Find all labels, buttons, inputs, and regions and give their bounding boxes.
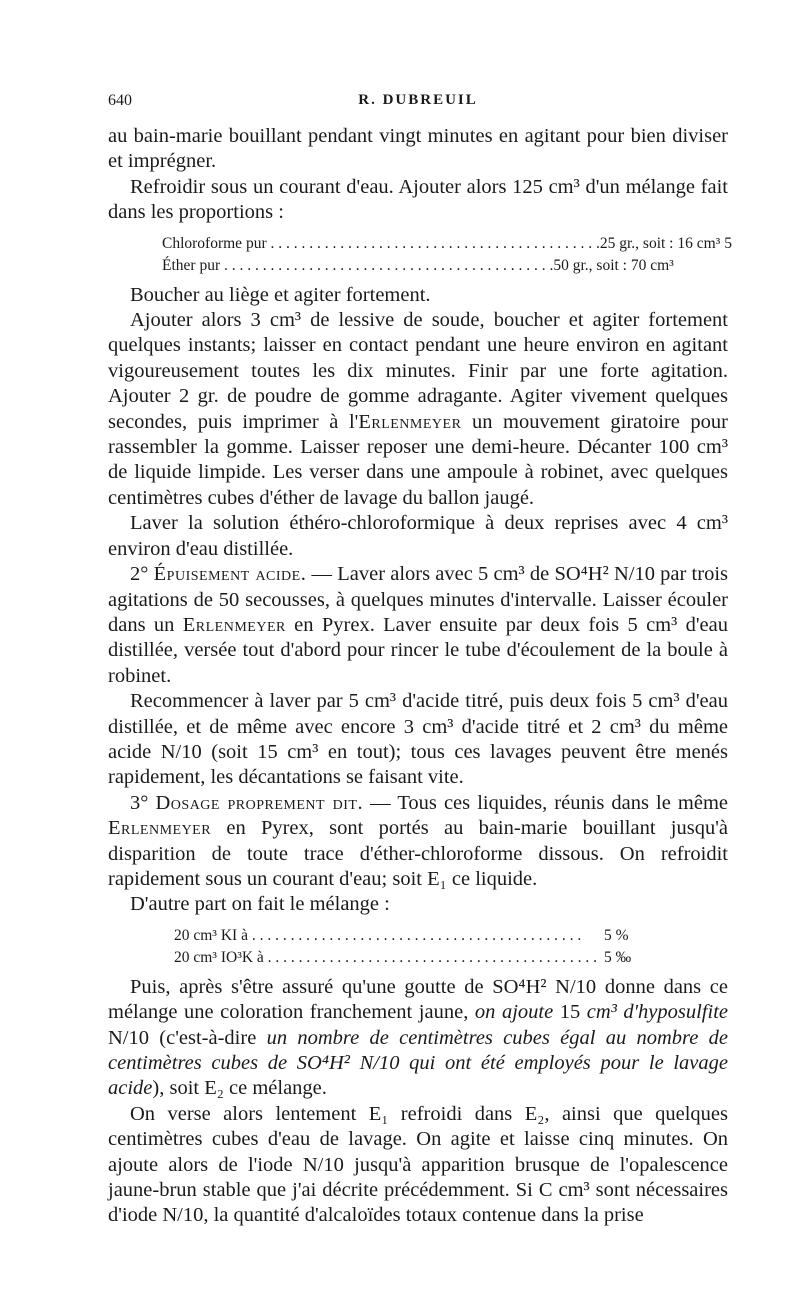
paragraph: D'autre part on fait le mélange : (130, 893, 390, 916)
mixture-table (162, 233, 732, 277)
paragraph: On verse alors lentement E₁ refroidi dans E₂, ainsi que quelques centimètres cubes d'eau de lavage. On agite et laisse cinq minutes. On ajoute alors de l'iode N/10 jusqu'à apparition brusque de l'opalescence jaune-brun stable que j'ai décrite précédemment. Si C cm³ sont nécessaires d'iode N/10, la quantité d'alcaloïdes totaux contenue dans la prise (108, 1102, 728, 1227)
paragraph (108, 562, 728, 689)
text-run: Erlenmeyer (108, 817, 212, 840)
table-row (162, 233, 732, 255)
running-title: R. DUBREUIL (358, 92, 478, 108)
table-label: Chloroforme pur (162, 234, 267, 252)
text-run: Puis, après s'être assuré qu'une goutte de SO⁴H² N/10 donne dans ce mélange une coloration franchement jaune, (108, 975, 728, 1024)
paragraph: Boucher au liège et agiter fortement. (130, 283, 431, 306)
text-run: Ajouter alors 3 cm³ de lessive de soude, boucher et agiter fortement quelques instants; laisser en contact pendant une heure environ en agitant vigoureusement toutes les dix minutes. Finir par une forte agitation. Ajouter 2 gr. de poudre de gomme adragante. Agiter vivement quelques secondes, puis imprimer à l' (108, 309, 728, 433)
text-run: ), soit E₂ ce mélange. (152, 1077, 327, 1100)
table-value: 5 % (604, 926, 629, 944)
dot-leader: . . . . . . . . . . . . . . . . . . . . . . . . . . . . . . . . . . . . . . . . . . . (251, 926, 582, 944)
section-heading: Épuisement acide. (153, 563, 307, 586)
table-label: 20 cm³ KI à (174, 926, 248, 944)
text-run: un nombre de centimètres cubes égal au nombre de centimètres cubes de SO⁴H² N/10 qui ont été employés pour le lavage acide (108, 1026, 729, 1100)
paragraph: au bain-marie bouillant pendant vingt minutes en agitant pour bien diviser et imprégner. (108, 125, 728, 173)
text-run: Erlenmeyer (182, 613, 286, 636)
table-value: 50 gr., soit : 70 cm³ (553, 256, 674, 274)
text-run: on ajoute (474, 1001, 554, 1024)
table-label: Éther pur (162, 256, 221, 274)
text-run: un mouvement giratoire pour rassembler la gomme. Laisser reposer une demi-heure. Décanter 100 cm³ de liquide limpide. Les verser dans une ampoule à robinet, avec quelques centimètres cubes d'éther de lavage du ballon jaugé. (108, 410, 728, 509)
paragraph: Recommencer à laver par 5 cm³ d'acide titré, puis deux fois 5 cm³ d'eau distillée, et de même avec encore 3 cm³ d'acide titré et 2 cm³ du même acide N/10 (soit 15 cm³ en tout); tous ces lavages peuvent être menés rapidement, les décantations se faisant vite. (108, 690, 728, 789)
paragraph (108, 308, 728, 511)
paragraph (108, 791, 728, 893)
text-run: 3° (130, 791, 156, 814)
text-run: N/10 (c'est-à-dire (108, 1026, 267, 1049)
text-run: — Laver alors avec 5 cm³ de SO⁴H² N/10 par trois agitations de 50 secousses, à quelques minutes d'intervalle. Laisser écouler dans un (108, 563, 728, 636)
table-value: 25 gr., soit : 16 cm³ 5 (599, 234, 732, 252)
page-number: 640 (108, 92, 132, 109)
text-run: 2° (130, 563, 154, 586)
dot-leader: . . . . . . . . . . . . . . . . . . . . . . . . . . . . . . . . . . . . . . . . . . . (267, 948, 598, 966)
body-text (108, 124, 732, 1229)
text-run: 15 (553, 1001, 587, 1024)
text-run: en Pyrex. Laver ensuite par deux fois 5 cm³ d'eau distillée, versée tout d'abord pour rincer le tube d'écoulement de la boule à robinet. (108, 613, 728, 687)
text-run: en Pyrex, sont portés au bain-marie bouillant jusqu'à disparition de toute trace d'éther-chloroforme dissous. On refroidit rapidement sous un courant d'eau; soit E₁ ce liquide. (108, 817, 728, 890)
text-run: — Tous ces liquides, réunis dans le même (363, 791, 728, 814)
dot-leader: . . . . . . . . . . . . . . . . . . . . . . . . . . . . . . . . . . . . . . . . . . . (223, 256, 554, 274)
running-header (108, 92, 728, 112)
table-row (174, 947, 644, 969)
paragraph (108, 975, 728, 1102)
table-row (174, 925, 644, 947)
table-label: 20 cm³ IO³K à (174, 948, 264, 966)
paragraph: Laver la solution éthéro-chloroformique à deux reprises avec 4 cm³ environ d'eau distillée. (108, 512, 728, 560)
table-value: 5 ‰ (604, 948, 632, 966)
table-row (162, 255, 678, 277)
section-heading: Dosage proprement dit. (155, 791, 364, 814)
reagent-table (174, 925, 644, 969)
text-run: Erlenmeyer (358, 410, 462, 433)
text-run: cm³ d'hyposulfite (586, 1001, 728, 1024)
dot-leader: . . . . . . . . . . . . . . . . . . . . . . . . . . . . . . . . . . . . . . . . . . . (270, 234, 600, 252)
paragraph: Refroidir sous un courant d'eau. Ajouter alors 125 cm³ d'un mélange fait dans les proportions : (108, 175, 728, 224)
